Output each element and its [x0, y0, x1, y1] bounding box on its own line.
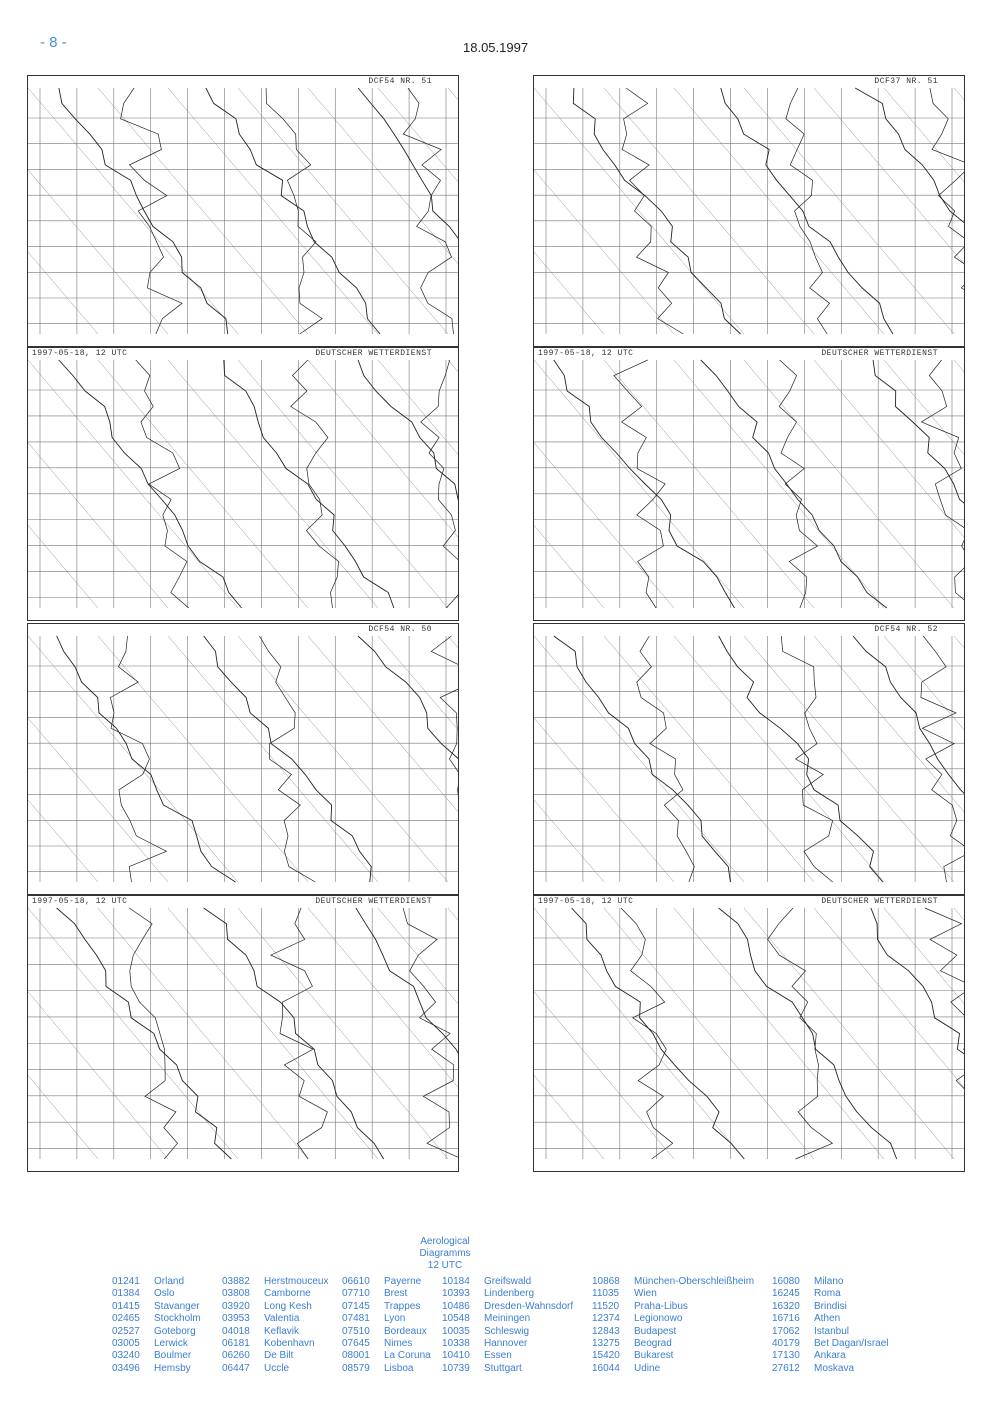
diagram-drawing — [28, 624, 458, 894]
station-name: Milano — [814, 1276, 844, 1287]
station-row — [772, 1313, 889, 1325]
panel-date-label: 1997-05-18, 12 UTC — [32, 897, 128, 906]
station-column — [112, 1276, 201, 1375]
station-code: 06447 — [222, 1362, 250, 1374]
station-name: Bet Dagan/Israel — [814, 1338, 889, 1350]
station-name: Stuttgart — [484, 1362, 522, 1374]
page-number: - 8 - — [40, 34, 67, 51]
station-code: 07510 — [342, 1325, 370, 1337]
station-code: 10184 — [442, 1276, 470, 1287]
station-name: Long Kesh — [264, 1300, 312, 1312]
station-code: 03920 — [222, 1300, 250, 1312]
station-name: Hemsby — [154, 1362, 191, 1374]
station-column — [222, 1276, 328, 1375]
station-name: Payerne — [384, 1276, 422, 1287]
station-name: Hannover — [484, 1338, 528, 1350]
station-row — [112, 1350, 201, 1362]
station-row — [772, 1301, 889, 1313]
station-code: 04018 — [222, 1325, 250, 1337]
station-row — [342, 1326, 431, 1338]
station-name: Lisboa — [384, 1362, 414, 1374]
station-name: Beograd — [634, 1338, 672, 1350]
station-name: Herstmouceux — [264, 1276, 329, 1287]
station-code: 17130 — [772, 1350, 800, 1362]
station-name: Ankara — [814, 1350, 846, 1362]
station-row — [222, 1350, 328, 1362]
caption-line: Diagramms — [419, 1248, 471, 1259]
station-code: 12843 — [592, 1325, 620, 1337]
station-code: 17062 — [772, 1325, 800, 1337]
station-name: Oslo — [154, 1288, 175, 1300]
diagram-drawing — [28, 896, 458, 1171]
station-code: 06260 — [222, 1350, 250, 1362]
diagram-drawing — [28, 348, 458, 620]
station-row — [592, 1326, 754, 1338]
station-row — [342, 1301, 431, 1313]
station-code: 01384 — [112, 1288, 140, 1300]
station-row — [592, 1301, 754, 1313]
station-code: 10338 — [442, 1338, 470, 1350]
station-code: 03808 — [222, 1288, 250, 1300]
station-code: 16320 — [772, 1300, 800, 1312]
station-code: 13275 — [592, 1338, 620, 1350]
station-code: 07710 — [342, 1288, 370, 1300]
station-row — [592, 1313, 754, 1325]
station-code: 03496 — [112, 1362, 140, 1374]
station-row — [112, 1288, 201, 1300]
station-row — [772, 1363, 889, 1375]
station-name: Boulmer — [154, 1350, 192, 1362]
station-code: 02465 — [112, 1313, 140, 1325]
station-row — [342, 1363, 431, 1375]
diagram-panel — [533, 75, 965, 347]
station-code: 16245 — [772, 1288, 800, 1300]
diagram-panel — [533, 623, 965, 895]
station-row — [112, 1326, 201, 1338]
station-code: 10486 — [442, 1300, 470, 1312]
station-code: 10035 — [442, 1325, 470, 1337]
station-row — [222, 1363, 328, 1375]
station-code: 10739 — [442, 1362, 470, 1374]
station-code: 11520 — [592, 1300, 620, 1312]
station-code: 16044 — [592, 1362, 620, 1374]
station-code: 07145 — [342, 1300, 370, 1312]
station-name: Brindisi — [814, 1300, 847, 1312]
diagram-drawing — [534, 896, 964, 1171]
station-row — [342, 1338, 431, 1350]
station-row — [592, 1276, 754, 1288]
station-name: Goteborg — [154, 1325, 196, 1337]
station-code: 03882 — [222, 1276, 250, 1287]
station-row — [222, 1313, 328, 1325]
station-name: Stockholm — [154, 1313, 201, 1325]
station-row — [442, 1363, 573, 1375]
station-name: Kobenhavn — [264, 1338, 315, 1350]
station-code: 16716 — [772, 1313, 800, 1325]
station-row — [772, 1338, 889, 1350]
station-row — [222, 1338, 328, 1350]
station-code: 01415 — [112, 1300, 140, 1312]
panel-header-label: DEUTSCHER WETTERDIENST — [315, 349, 432, 358]
station-row — [112, 1313, 201, 1325]
station-name: Brest — [384, 1288, 408, 1300]
panel-header-label: DEUTSCHER WETTERDIENST — [821, 349, 938, 358]
station-name: Valentia — [264, 1313, 300, 1325]
panel-header-label: DEUTSCHER WETTERDIENST — [315, 897, 432, 906]
station-row — [442, 1326, 573, 1338]
station-name: Budapest — [634, 1325, 677, 1337]
station-code: 07481 — [342, 1313, 370, 1325]
station-name: Wien — [634, 1288, 657, 1300]
station-code: 07645 — [342, 1338, 370, 1350]
station-name: La Coruna — [384, 1350, 431, 1362]
station-row — [342, 1313, 431, 1325]
page-date: 18.05.1997 — [463, 40, 529, 55]
station-name: München-Oberschleißheim — [634, 1276, 755, 1287]
station-row — [222, 1326, 328, 1338]
station-name: Udine — [634, 1362, 661, 1374]
diagram-drawing — [534, 624, 964, 894]
diagram-panel — [27, 623, 459, 895]
station-name: Camborne — [264, 1288, 311, 1300]
station-name: Dresden-Wahnsdorf — [484, 1300, 574, 1312]
station-code: 40179 — [772, 1338, 800, 1350]
station-code: 10868 — [592, 1276, 620, 1287]
station-name: De Bilt — [264, 1350, 294, 1362]
panel-header-label: DEUTSCHER WETTERDIENST — [821, 897, 938, 906]
station-row — [342, 1288, 431, 1300]
station-row — [592, 1350, 754, 1362]
station-row — [222, 1288, 328, 1300]
station-column — [442, 1276, 573, 1375]
station-name: Essen — [484, 1350, 512, 1362]
diagram-drawing — [534, 76, 964, 346]
station-name: Athen — [814, 1313, 841, 1325]
station-row — [592, 1363, 754, 1375]
station-name: Bordeaux — [384, 1325, 427, 1337]
station-name: Bukarest — [634, 1350, 674, 1362]
station-row — [222, 1276, 328, 1288]
station-row — [772, 1276, 889, 1288]
station-name: Legionowo — [634, 1313, 683, 1325]
station-name: Meiningen — [484, 1313, 531, 1325]
panel-header-label: DCF54 NR. 50 — [368, 625, 432, 634]
station-row — [592, 1288, 754, 1300]
station-code: 01241 — [112, 1276, 140, 1287]
station-code: 08001 — [342, 1350, 370, 1362]
station-row — [112, 1363, 201, 1375]
station-code: 27612 — [772, 1362, 800, 1374]
station-name: Roma — [814, 1288, 841, 1300]
station-row — [112, 1301, 201, 1313]
station-row — [442, 1288, 573, 1300]
station-row — [112, 1276, 201, 1288]
station-name: Nimes — [384, 1338, 413, 1350]
diagram-panel — [27, 347, 459, 621]
station-code: 06610 — [342, 1276, 370, 1287]
diagram-panel — [533, 347, 965, 621]
station-code: 16080 — [772, 1276, 800, 1287]
station-row — [442, 1338, 573, 1350]
caption-line: Aerological — [420, 1236, 470, 1247]
station-name: Keflavik — [264, 1325, 300, 1337]
station-code: 11035 — [592, 1288, 620, 1300]
station-row — [772, 1326, 889, 1338]
station-row — [772, 1288, 889, 1300]
station-code: 12374 — [592, 1313, 620, 1325]
station-name: Uccle — [264, 1362, 290, 1374]
station-column — [342, 1276, 431, 1375]
station-code: 10410 — [442, 1350, 470, 1362]
station-row — [222, 1301, 328, 1313]
panel-header-label: DCF37 NR. 51 — [874, 77, 938, 86]
station-row — [442, 1276, 573, 1288]
station-row — [772, 1350, 889, 1362]
station-code: 08579 — [342, 1362, 370, 1374]
station-name: Lyon — [384, 1313, 406, 1325]
panel-date-label: 1997-05-18, 12 UTC — [538, 349, 634, 358]
figure-caption — [400, 1236, 490, 1272]
panel-header-label: DCF54 NR. 51 — [368, 77, 432, 86]
diagram-panel — [27, 75, 459, 347]
station-code: 02527 — [112, 1325, 140, 1337]
station-row — [442, 1313, 573, 1325]
diagram-panel — [533, 895, 965, 1172]
station-code: 03005 — [112, 1338, 140, 1350]
panel-date-label: 1997-05-18, 12 UTC — [32, 349, 128, 358]
station-code: 03953 — [222, 1313, 250, 1325]
station-name: Istanbul — [814, 1325, 850, 1337]
station-name: Trappes — [384, 1300, 421, 1312]
station-row — [592, 1338, 754, 1350]
station-code: 10393 — [442, 1288, 470, 1300]
diagram-panel — [27, 895, 459, 1172]
station-name: Lindenberg — [484, 1288, 535, 1300]
station-code: 06181 — [222, 1338, 250, 1350]
station-row — [442, 1350, 573, 1362]
station-name: Stavanger — [154, 1300, 200, 1312]
station-column — [592, 1276, 754, 1375]
station-name: Greifswald — [484, 1276, 532, 1287]
station-name: Orland — [154, 1276, 185, 1287]
station-code: 03240 — [112, 1350, 140, 1362]
station-name: Praha-Libus — [634, 1300, 688, 1312]
diagram-drawing — [28, 76, 458, 346]
station-name: Lerwick — [154, 1338, 188, 1350]
diagram-drawing — [534, 348, 964, 620]
caption-line: 12 UTC — [427, 1260, 463, 1271]
panel-date-label: 1997-05-18, 12 UTC — [538, 897, 634, 906]
panel-header-label: DCF54 NR. 52 — [874, 625, 938, 634]
station-code: 15420 — [592, 1350, 620, 1362]
station-row — [442, 1301, 573, 1313]
station-list — [112, 1276, 912, 1380]
station-code: 10548 — [442, 1313, 470, 1325]
station-row — [342, 1276, 431, 1288]
station-name: Schleswig — [484, 1325, 530, 1337]
station-name: Moskava — [814, 1362, 855, 1374]
station-column — [772, 1276, 889, 1375]
station-row — [112, 1338, 201, 1350]
station-row — [342, 1350, 431, 1362]
